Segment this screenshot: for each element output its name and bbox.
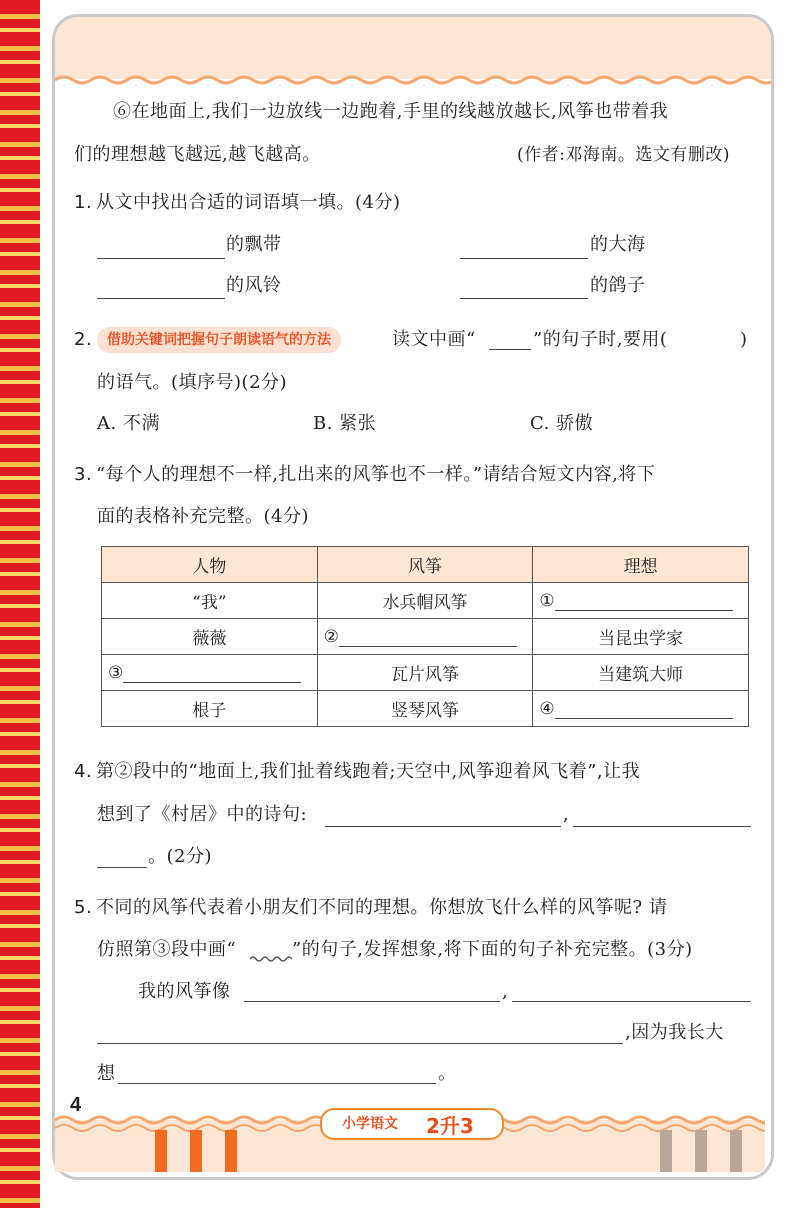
q2-text: 读文中画“: [392, 329, 476, 350]
q2-method-tag: 借助关键词把握句子朗读语气的方法: [97, 327, 341, 353]
paragraph-line-1: ⑥在地面上,我们一边放线一边跑着,手里的线越放越长,风筝也带着我: [113, 101, 669, 122]
q2-option-a[interactable]: A. 不满: [97, 413, 160, 434]
q1-number: 1.: [74, 192, 93, 213]
q5-line-2a: 仿照第③段中画“: [97, 939, 237, 960]
q2-number: 2.: [74, 329, 93, 350]
blank-marker-3: ③: [108, 662, 124, 683]
table-header-cell: 理想: [533, 547, 749, 583]
q4-line-1: 第②段中的“地面上,我们扯着线跑着;天空中,风筝迎着风飞着”,让我: [96, 761, 641, 782]
q4-line-2: 想到了《村居》中的诗句:: [97, 804, 308, 825]
q2-text-2: ”的句子时,要用(: [533, 329, 668, 350]
table-cell-blank[interactable]: [533, 583, 749, 619]
q1-item-4: 的鸽子: [590, 275, 646, 296]
kite-ideal-table: [101, 546, 749, 727]
q1-text: 从文中找出合适的词语填一填。(4分): [96, 192, 401, 213]
table-cell: 竖琴风筝: [317, 691, 533, 727]
q4-blank-3[interactable]: [97, 867, 147, 868]
q1-blank-2[interactable]: [460, 258, 588, 259]
blank-marker-1: ①: [539, 590, 555, 611]
footer-bar: [660, 1130, 672, 1172]
q5-line-3: 我的风筝像: [138, 981, 231, 1002]
footer-bar: [730, 1130, 742, 1172]
footer-bar: [155, 1130, 167, 1172]
table-cell: 当建筑大师: [533, 655, 749, 691]
q3-line-2: 面的表格补充完整。(4分): [97, 506, 309, 527]
q5-line-4: ,因为我长大: [625, 1022, 724, 1043]
q5-line-5a: 想: [97, 1063, 116, 1084]
table-cell: 水兵帽风筝: [317, 583, 533, 619]
q5-blank-1[interactable]: [244, 1001, 500, 1002]
footer-bar: [695, 1130, 707, 1172]
footer-bar: [225, 1130, 237, 1172]
table-cell-blank[interactable]: [102, 655, 318, 691]
grade-label: 2升3: [426, 1114, 474, 1138]
blank-marker-2: ②: [323, 626, 339, 647]
table-row: [102, 691, 749, 727]
q1-blank-1[interactable]: [97, 258, 225, 259]
paragraph-line-2: 们的理想越飞越远,越飞越高。: [74, 144, 321, 165]
answer-blank-1[interactable]: [555, 592, 733, 611]
table-header-row: [102, 547, 749, 583]
subject-label: 小学语文: [342, 1116, 398, 1132]
q5-blank-4[interactable]: [118, 1083, 436, 1084]
q4-line-3: 。(2分): [148, 846, 212, 867]
table-cell: 瓦片风筝: [317, 655, 533, 691]
q2-option-b[interactable]: B. 紧张: [313, 413, 377, 434]
q4-blank-2[interactable]: [573, 826, 751, 827]
q1-blank-3[interactable]: [97, 298, 225, 299]
q5-line-5b: 。: [438, 1063, 457, 1084]
footer-badge: [320, 1108, 504, 1140]
q4-number: 4.: [74, 761, 93, 782]
q1-item-3: 的风铃: [226, 275, 282, 296]
q4-blank-1[interactable]: [325, 826, 561, 827]
footer-bar: [190, 1130, 202, 1172]
q2-paren-close: ): [740, 329, 748, 350]
table-cell: 根子: [102, 691, 318, 727]
q2-underline-sample: [489, 349, 531, 350]
answer-blank-4[interactable]: [555, 700, 733, 719]
q5-comma: ,: [502, 981, 509, 1002]
table-cell: 薇薇: [102, 619, 318, 655]
table-header-cell: 风筝: [317, 547, 533, 583]
table-row: [102, 619, 749, 655]
table-cell: “我”: [102, 583, 318, 619]
page-number: 4: [70, 1094, 82, 1116]
table-cell: 当昆虫学家: [533, 619, 749, 655]
q2-line-2: 的语气。(填序号)(2分): [97, 372, 288, 393]
q2-option-c[interactable]: C. 骄傲: [530, 413, 594, 434]
table-header-cell: 人物: [102, 547, 318, 583]
q5-number: 5.: [74, 897, 93, 918]
q5-line-2b: ”的句子,发挥想象,将下面的句子补充完整。(3分): [292, 939, 693, 960]
q4-comma: ,: [563, 804, 570, 825]
q5-blank-2[interactable]: [512, 1001, 751, 1002]
source-note: (作者:邓海南。选文有删改): [517, 145, 730, 165]
blank-marker-4: ④: [539, 698, 555, 719]
q3-line-1: “每个人的理想不一样,扎出来的风筝也不一样。”请结合短文内容,将下: [96, 464, 656, 485]
table-cell-blank[interactable]: [533, 691, 749, 727]
q1-blank-4[interactable]: [460, 298, 588, 299]
answer-blank-3[interactable]: [123, 664, 301, 683]
table-row: [102, 655, 749, 691]
q3-number: 3.: [74, 464, 93, 485]
q5-blank-3[interactable]: [97, 1043, 623, 1044]
answer-blank-2[interactable]: [339, 628, 517, 647]
table-cell-blank[interactable]: [317, 619, 533, 655]
table-row: [102, 583, 749, 619]
q1-item-2: 的大海: [590, 234, 646, 255]
wavy-underline-sample: [250, 955, 292, 963]
q1-item-1: 的飘带: [226, 234, 282, 255]
q5-line-1: 不同的风筝代表着小朋友们不同的理想。你想放飞什么样的风筝呢? 请: [96, 897, 668, 918]
